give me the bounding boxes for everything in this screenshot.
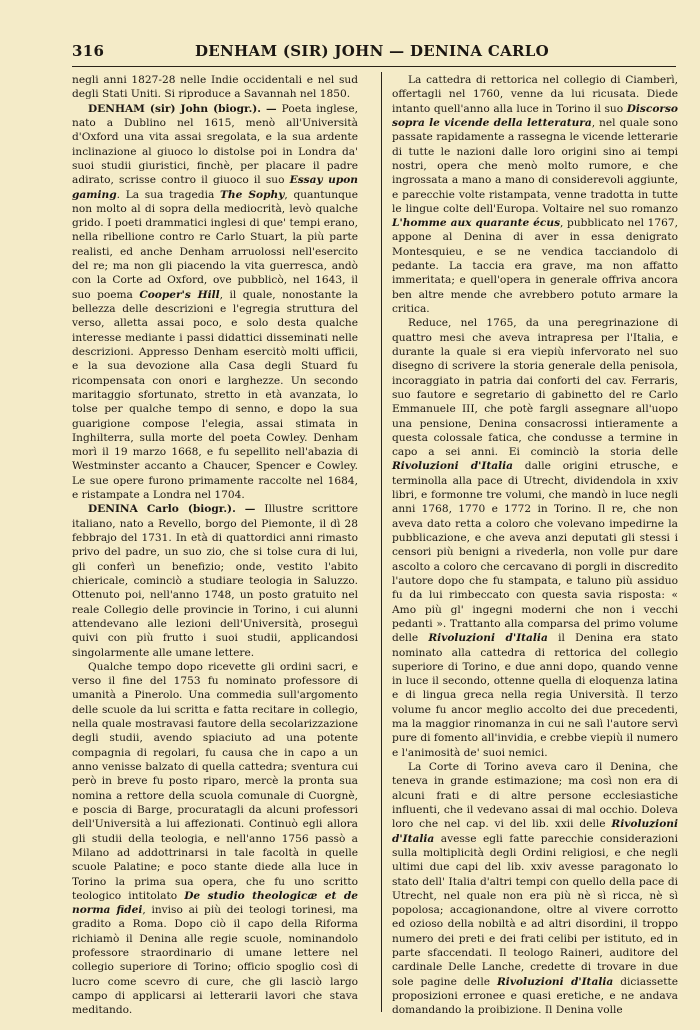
text-run: , inviso ai più dei teologi torinesi, ma gradito a Roma. Dopo ciò il capo della Riforma richiamò il Denina alle regie scuole, nominandolo professore straordinario di umane lettere nel collegio superiore di Torino; officio spoglio così di lucro come scevro di cure, che gli lasciò largo campo di applicarsi ai letterarii lavori che stava meditando. [72,904,358,1017]
text-run: Poeta inglese, nato a Dublino nel 1615, menò all'Università d'Oxford una vita assai sregolata, e la sua ardente inclinazione al giuoco lo distolse poi in Londra da' suoi studii giuristici, finchè, per placare il padre adirato, scrisse contro il giuoco il suo [72,102,358,187]
text-run: , nel quale sono passate rapidamente a rassegna le vicende letterarie di tutte le nazioni dalle loro origini sino ai tempi nostri, opera che menò molto rumore, e che ingrossata a mano a mano di considerevoli aggiunte, e parecchie volte ristampata, venne tradotta in tutte le lingue colte dell'Europa. Voltaire nel suo romanzo [392,116,679,215]
text-run: La cattedra di rettorica nel collegio di Ciamberì, offertagli nel 1760, venne da lui ricusata. Diede intanto quell'anno alla luce in Torino il suo [392,74,678,115]
text-run: , quantunque non molto al di sopra della mediocrità, levò qualche grido. I poeti drammatici inglesi di que' tempi erano, nella ribellione contro re Carlo Stuart, la più parte realisti, ed anche Denham arruolossi nell'esercito del re; ma non gli piacendo la vita guerresca, andò con la Corte ad Oxford, ove pubblicò, nel 1643, il suo poema [72,188,358,301]
paragraph [72,660,358,1018]
paragraph [392,73,678,316]
right-column [392,73,678,1018]
text-run: , il quale, nonostante la bellezza delle descrizioni e l'egregia struttura del verso, alletta assai poco, e solo desta qualche interesse mediante i passi didattici disseminati nelle descrizioni. Appresso Denham esercitò molti ufficii, e la sua devozione alla Casa degli Stuard fu ricompensata con onori e larghezze. Un secondo maritaggio sfortunato, stretto in età avanzata, lo tolse per qualche tempo di senno, e dopo la sua guarigione compose l'elegia, assai stimata in Inghilterra, sulla morte del poeta Cowley. Denham morì il 19 marzo 1668, e fu sepellito nell'abazia di Westminster accanto a Chaucer, Spencer e Cowley. Le sue opere furono primamente raccolte nel 1684, e ristampate a Londra nel 1704. [72,288,358,502]
running-title: DENHAM (SIR) JOHN — DENINA CARLO [194,42,549,60]
entry-headword: DENINA [88,503,138,516]
entry-denina [72,502,358,659]
header-rule [72,66,676,67]
text-run: dalle origini etrusche, e terminolla alla pace di Utrecht, dividendola in xxiv libri, e formonne tre volumi, che mandò in luce negli anni 1768, 1770 e 1772 in Torino. Il re, che non aveva dato retta a coloro che volevano impedirne la pubblicazione, e che aveva anzi deputati gli stessi i censori più benigni a rivederla, non volle pur dare ascolto a coloro che cercavano di porgli in discredito l'autore dopo che fu stampata, e taluno più assiduo fu da lui rimbeccato con questa savia risposta: « Amo più gl' ingegni moderni che non i vecchi pedanti ». Trattanto alla comparsa del primo volume delle [392,460,678,645]
paragraph [392,316,678,760]
entry-head-rest: Carlo (biogr.). — [137,503,265,516]
work-title: Cooper's Hill [139,288,220,301]
work-title: Rivoluzioni d'Italia [497,975,614,988]
entry-head-rest: (sir) John (biogr.). — [144,102,282,115]
work-title: The Sophy [220,188,285,201]
text-run: Reduce, nel 1765, da una peregrinazione di quattro mesi che aveva intrapresa per l'Italia, e durante la quale si era viepiù infervorato nel suo disegno di scrivere la storia generale della penisola, incoraggiato in patria dai conforti del cav. Ferraris, suo fautore e segretario di gabinetto del re Carlo Emmanuele III, che potè fargli assegnare all'uopo una pensione, Denina consacrossi intieramente a questa colossale fatica, che condusse a termine in capo a sei anni. Ei cominciò la storia delle [392,317,678,459]
text-run: La Corte di Torino aveva caro il Denina, che teneva in grande estimazione; ma così non era di alcuni frati e di altre persone ecclesiastiche influenti, che il vedevano assai di mal occhio. Doleva loro che nel cap. vi del lib. xxii delle [392,761,678,831]
work-title: Rivoluzioni d'Italia [392,460,513,473]
work-title: Essay upon gaming [72,174,359,201]
text-run: Illustre scrittore italiano, nato a Revello, borgo del Piemonte, il dì 28 febbrajo del 1731. In età di quattordici anni rimasto privo del padre, un suo zio, che si tolse cura di lui, gli conferì un benefizio; onde, vestito l'abito chiericale, cominciò a studiare teologia in Saluzzo. Ottenuto poi, nell'anno 1748, un posto gratuito nel reale Collegio delle provincie in Torino, i cui alunni attendevano alle lezioni dell'Università, proseguì quivi con più frutto i suoi studii, applicandosi singolarmente alle umane lettere. [72,503,358,659]
column-divider [381,72,382,1012]
entry-denham [72,102,358,503]
page-header [72,42,672,66]
text-run: . La sua tragedia [116,188,221,201]
work-title: L'homme aux quarante écus [392,217,561,230]
text-run: Qualche tempo dopo ricevette gli ordini sacri, e verso il fine del 1753 fu nominato professore di umanità a Pinerolo. Una commedia sull'argomento delle scuole da lui scritta e fatta recitare in collegio, nella quale mostravasi fautore della secolarizzazione degli studii, avendo spiaciuto ad una potente compagnia di regolari, fu causa che in capo a un anno venisse balzato di quella cattedra; sventura cui però in breve fu posto riparo, mercè la pronta sua nomina a rettore della scuola comunale di Cuorgnè, e poscia di Barge, procuratagli da alcuni professori dell'Università a lui affezionati. Continuò egli allora gli studii della teologia, e nell'anno 1756 passò a Milano ad addottrinarsi in tale facoltà in quelle scuole Palatine; e poco stante diede alla luce in Torino la prima sua opera, che fu uno scritto teologico intitolato [72,660,358,902]
work-title: Discorso sopra le vicende della letteratura [392,102,678,129]
text-run: diciassette proposizioni erronee e quasi eretiche, e ne andava domandando la proibizione. Il Denina volle [392,975,678,1017]
paragraph [392,760,678,1018]
paragraph: negli anni 1827-28 nelle Indie occidentali e nel sud degli Stati Uniti. Si riproduce a Savannah nel 1850. [72,74,358,101]
work-title: Rivoluzioni d'Italia [428,632,548,645]
text-run: avesse egli fatte parecchie considerazioni sulla moltiplicità degli Ordini religiosi, e che negli ultimi due capi del lib. xxiv avesse paragonato lo stato dell' Italia d'altri tempi con quello della pace di Utrecht, nel quale non era più nè sì ricca, nè sì popolosa; accagionandone, oltre al vivere corrotto ed ozioso della nobiltà e ad altri disordini, il troppo numero dei preti e dei frati celibi per istituto, ed in parte sfaccendati. Il teologo Raineri, auditore del cardinale Delle Lanche, credette di trovare in due sole pagine delle [392,832,678,988]
text-run: , pubblicato nel 1767, appone al Denina di aver in essa denigrato Montesquieu, e se ne vendica tacciandolo di pedante. La taccia era grave, ma non affatto immeritata; e quell'opera in generale offriva ancora ben altre mende che avrebbero potuto armare la critica. [392,217,678,315]
page-number: 316 [72,42,105,60]
work-title: De studio theologicæ et de norma fidei [72,889,359,917]
entry-headword: DENHAM [88,102,145,115]
left-column [72,73,358,1018]
text-run: il Denina era stato nominato alla cattedra di rettorica del collegio superiore di Torino, e due anni dopo, quando venne in luce il secondo, ottenne quella di eloquenza latina e di lingua greca nella regia Università. Il terzo volume fu ancor meglio accolto dei due precedenti, ma la maggior rinomanza in cui ne salì l'autore servì pure di fomento all'invidia, e crebbe viepiù il numero e l'animosità de' suoi nemici. [392,632,679,759]
work-title: Rivoluzioni d'Italia [392,818,678,845]
